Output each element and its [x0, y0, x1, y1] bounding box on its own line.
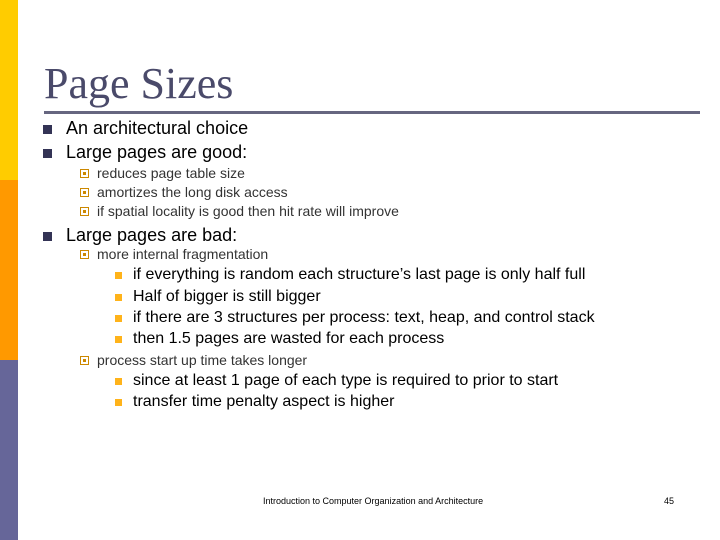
small-square-bullet-icon	[115, 399, 122, 406]
bullet-text: reduces page table size	[97, 165, 245, 181]
bullet-text: process start up time takes longer	[97, 352, 308, 368]
bullet-text: An architectural choice	[66, 118, 249, 138]
hollow-square-bullet-icon	[80, 188, 89, 197]
bullet-text: since at least 1 page of each type is required to prior to start	[133, 372, 559, 389]
slide-footer: Introduction to Computer Organization and Architecture	[263, 496, 484, 506]
title-underline	[44, 111, 700, 114]
square-bullet-icon	[43, 149, 52, 158]
bullet-text: Large pages are good:	[66, 142, 248, 162]
small-square-bullet-icon	[115, 315, 122, 322]
sidebar-orange-band	[0, 180, 18, 360]
page-number: 45	[664, 496, 675, 506]
bullet-text: more internal fragmentation	[97, 246, 269, 262]
sidebar-purple-band	[0, 360, 18, 540]
small-square-bullet-icon	[115, 272, 122, 279]
sidebar-yellow-band	[0, 0, 18, 180]
bullet-text: amortizes the long disk access	[97, 184, 288, 200]
small-square-bullet-icon	[115, 294, 122, 301]
bullet-text: if spatial locality is good then hit rate will improve	[97, 203, 399, 219]
hollow-square-bullet-icon	[80, 207, 89, 216]
hollow-square-bullet-icon	[80, 356, 89, 365]
bullet-text: if there are 3 structures per process: text, heap, and control stack	[133, 309, 595, 326]
square-bullet-icon	[43, 125, 52, 134]
square-bullet-icon	[43, 232, 52, 241]
small-square-bullet-icon	[115, 336, 122, 343]
hollow-square-bullet-icon	[80, 169, 89, 178]
bullet-text: Large pages are bad:	[66, 225, 238, 245]
bullet-text: if everything is random each structure’s last page is only half full	[133, 266, 586, 283]
hollow-square-bullet-icon	[80, 250, 89, 259]
bullet-text: then 1.5 pages are wasted for each process	[133, 330, 445, 347]
bullet-text: transfer time penalty aspect is higher	[133, 393, 395, 410]
bullet-text: Half of bigger is still bigger	[133, 288, 321, 305]
small-square-bullet-icon	[115, 378, 122, 385]
slide-title: Page Sizes	[44, 59, 234, 108]
